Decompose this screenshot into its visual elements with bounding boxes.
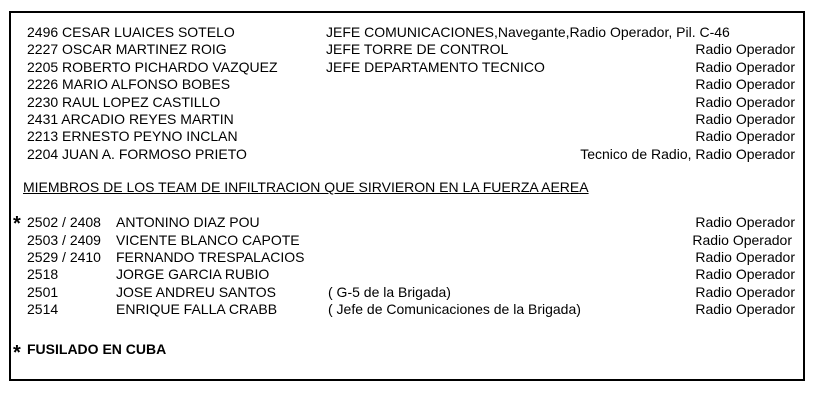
member-name: ENRIQUE FALLA CRABB (116, 301, 278, 317)
list-item (0, 75, 819, 93)
member-number: 2514 (27, 301, 59, 317)
operator-name: 2496 CESAR LUAICES SOTELO (27, 24, 235, 40)
list-item (0, 231, 819, 249)
section-heading: MIEMBROS DE LOS TEAM DE INFILTRACION QUE SIRVIERON EN LA FUERZA AEREA (23, 179, 589, 195)
member-name: JOSE ANDREU SANTOS (116, 284, 277, 300)
operator-position: JEFE COMUNICACIONES,Navegante,Radio Operador, Pil. C-46 (326, 24, 730, 40)
member-name: ANTONINO DIAZ POU (116, 214, 260, 230)
operator-name: 2431 ARCADIO REYES MARTIN (27, 111, 234, 127)
operator-name: 2205 ROBERTO PICHARDO VAZQUEZ (27, 59, 278, 75)
operator-role: Radio Operador (695, 94, 795, 110)
list-item (0, 248, 819, 266)
operator-position: JEFE TORRE DE CONTROL (326, 41, 509, 57)
list-item (0, 23, 819, 41)
operator-role: Radio Operador (695, 111, 795, 127)
operator-name: 2227 OSCAR MARTINEZ ROIG (27, 41, 227, 57)
operator-name: 2213 ERNESTO PEYNO INCLAN (27, 128, 238, 144)
footnote-text: FUSILADO EN CUBA (27, 341, 167, 357)
member-note: ( Jefe de Comunicaciones de la Brigada) (328, 301, 581, 317)
member-name: VICENTE BLANCO CAPOTE (116, 232, 300, 248)
member-name: FERNANDO TRESPALACIOS (116, 249, 305, 265)
operator-role: Tecnico de Radio, Radio Operador (580, 146, 795, 162)
asterisk-marker: * (13, 342, 21, 364)
operator-role: Radio Operador (695, 59, 795, 75)
member-number: 2529 / 2410 (27, 249, 101, 265)
operator-role: Radio Operador (695, 128, 795, 144)
member-role: Radio Operador (695, 284, 795, 300)
member-role: Radio Operador (695, 266, 795, 282)
asterisk-marker: * (13, 213, 21, 235)
list-item (0, 145, 819, 163)
operator-position: JEFE DEPARTAMENTO TECNICO (326, 59, 545, 75)
member-role: Radio Operador (695, 249, 795, 265)
list-item (0, 93, 819, 111)
operator-name: 2226 MARIO ALFONSO BOBES (27, 76, 231, 92)
member-role: Radio Operador (695, 214, 795, 230)
list-item (0, 40, 819, 58)
list-item (0, 300, 819, 318)
list-item (0, 265, 819, 283)
operator-name: 2204 JUAN A. FORMOSO PRIETO (27, 146, 247, 162)
list-item (0, 58, 819, 76)
operator-role: Radio Operador (695, 76, 795, 92)
operator-role: Radio Operador (695, 41, 795, 57)
member-name: JORGE GARCIA RUBIO (116, 266, 270, 282)
list-item (0, 283, 819, 301)
list-item (0, 127, 819, 145)
operator-name: 2230 RAUL LOPEZ CASTILLO (27, 94, 221, 110)
member-note: ( G-5 de la Brigada) (328, 284, 451, 300)
list-item (0, 213, 819, 235)
member-number: 2503 / 2409 (27, 232, 101, 248)
member-role: Radio Operador (695, 301, 795, 317)
member-number: 2501 (27, 284, 59, 300)
member-number: 2502 / 2408 (27, 214, 101, 230)
member-number: 2518 (27, 266, 59, 282)
member-role: Radio Operador (692, 232, 792, 248)
list-item (0, 110, 819, 128)
